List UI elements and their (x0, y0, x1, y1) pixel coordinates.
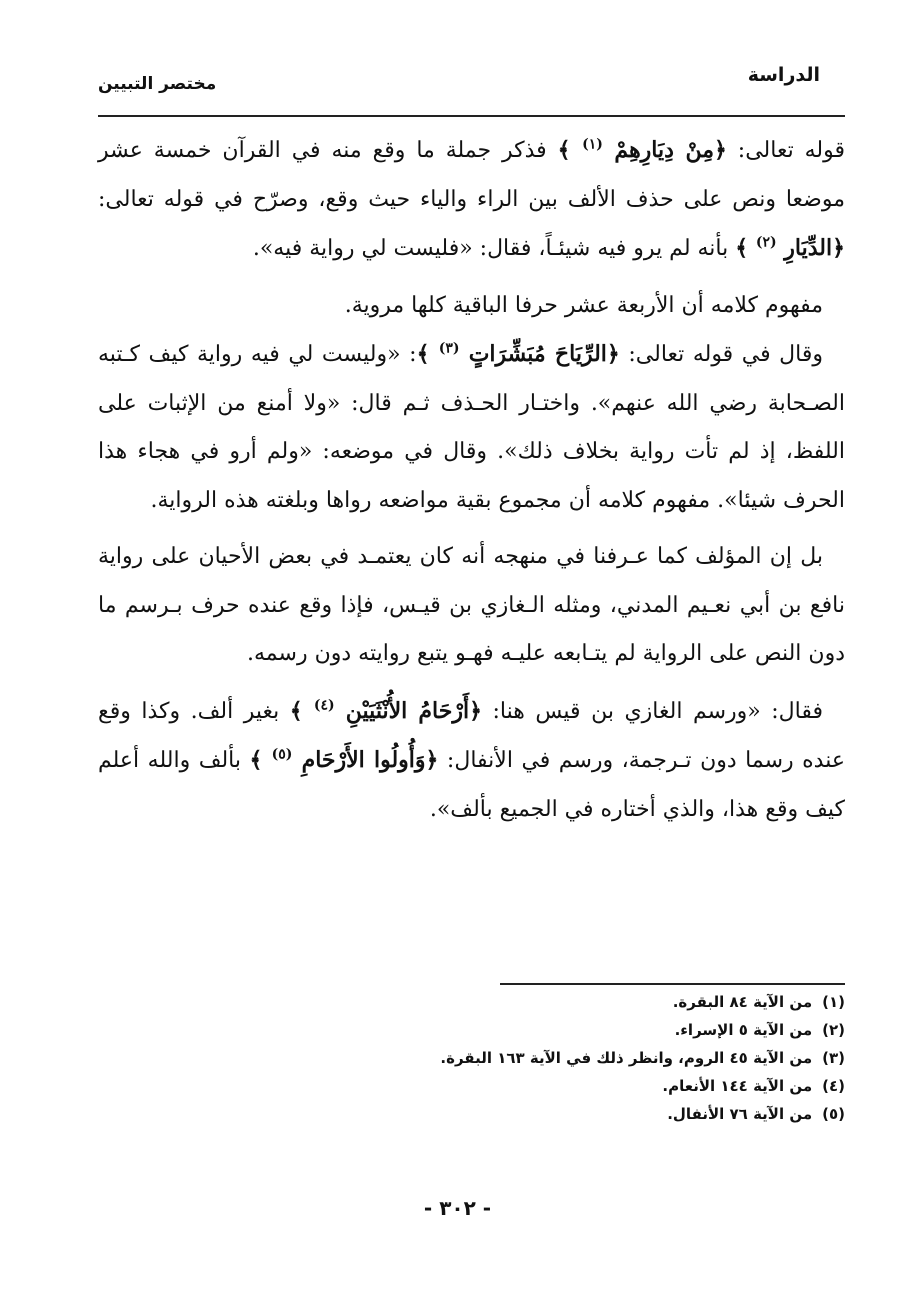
footnote-3-number: (٣) (822, 1049, 845, 1067)
footnote-ref-1[interactable]: (١) (582, 136, 603, 153)
footnote-2-text: من الآية ٥ الإسراء. (674, 1021, 813, 1039)
section-title: الدراسة (747, 64, 820, 86)
book-title: مختصر التبيين (98, 74, 217, 94)
quran-quote-3 (417, 341, 620, 367)
paragraph-2 (98, 282, 845, 331)
footnote-ref-2[interactable]: (٢) (755, 234, 777, 251)
quran-quote-5-text: ﴿وَأُولُوا الأَرْحَامِ (301, 747, 439, 773)
quran-quote-1-text: ﴿مِنْ دِيَارِهِمْ (614, 137, 727, 163)
paragraph-5-text-3: بألف والله أعلم كيف وقع هذا، والذي أختاره في الجميع بألف». (98, 748, 845, 822)
footnote-1 (285, 988, 845, 1016)
quran-quote-1 (558, 137, 727, 163)
paragraph-2-text: مفهوم كلامه أن الأربعة عشر حرفا الباقية كلها مروية. (344, 292, 823, 318)
footnote-3 (285, 1044, 845, 1072)
footnote-divider (500, 983, 845, 985)
footnote-4 (285, 1072, 845, 1100)
quran-quote-3-close: ﴾ (416, 341, 430, 367)
footnote-5-number: (٥) (822, 1105, 845, 1123)
footnotes (285, 988, 845, 1128)
paragraph-5-text-2: بغير ألف. وكذا وقع عنده رسما دون تـرجمة، ورسم في الأنفال: (98, 698, 845, 773)
footnote-1-text: من الآية ٨٤ البقرة. (672, 993, 813, 1011)
footnote-4-number: (٤) (822, 1077, 845, 1095)
quran-quote-1-close: ﴾ (557, 137, 571, 163)
quran-quote-2 (735, 235, 845, 261)
quran-quote-2-close: ﴾ (735, 235, 749, 261)
footnote-4-text: من الآية ١٤٤ الأنعام. (662, 1077, 813, 1095)
paragraph-1-text-1: قوله تعالى: (726, 138, 845, 163)
paragraph-5 (98, 687, 845, 835)
paragraph-1-text-2: فذكر جملة ما وقع منه في القرآن خمسة عشر موضعا ونص على حذف الألف بين الراء والياء حيث وقع، وصرّح في قوله تعالى: (98, 138, 845, 212)
quran-quote-3-text: ﴿الرِّيَاحَ مُبَشِّرَاتٍ (468, 341, 620, 367)
footnote-2 (285, 1016, 845, 1044)
header-divider (98, 115, 845, 117)
paragraph-3 (98, 330, 845, 525)
main-text (98, 126, 845, 834)
footnote-5-text: من الآية ٧٦ الأنفال. (667, 1105, 813, 1123)
quran-quote-4-close: ﴾ (289, 697, 303, 724)
footnote-ref-3[interactable]: (٣) (438, 340, 460, 357)
quran-quote-2-text: ﴿الدِّيَارِ (784, 235, 845, 261)
page-header (98, 60, 820, 110)
footnote-5 (285, 1100, 845, 1128)
footnote-ref-5[interactable]: (٥) (271, 746, 293, 763)
paragraph-3-text-2: : «وليست لي فيه رواية كيف كـتبه الصـحابة رضي الله عنهم». واختـار الحـذف ثـم قال: «ولا أمنع من الإثبات على اللفظ، إذ لم تأت رواية بخلاف ذلك». وقال في موضعه: «ولم أرو في هجاء هذا الحرف شيئا». مفهوم كلامه أن مجموع بقية مواضعه رواها وبلغته هذه الرواية. (98, 342, 845, 513)
paragraph-4-text: بل إن المؤلف كما عـرفنا في منهجه أنه كان يعتمـد في بعض الأحيان على رواية نافع بن أبي نعـيم المدني، ومثله الـغازي بن قيـس، فإذا وقع عنده حرف بـرسم ما دون النص على الرواية لم يتـابعه عليـه فهـو يتبع روايته دون رسمه. (98, 544, 845, 666)
quran-quote-4-text: ﴿أَرْحَامُ الأُنْثَيَيْنِ (345, 697, 482, 724)
quran-quote-5 (250, 747, 439, 773)
quran-quote-4 (290, 698, 482, 724)
paragraph-3-text-1: وقال في قوله تعالى: (619, 342, 823, 367)
quran-quote-5-close: ﴾ (249, 747, 263, 773)
paragraph-1-text-3: بأنه لم يرو فيه شيئـاً، فقال: «فليست لي رواية فيه». (252, 236, 736, 261)
paragraph-1 (98, 126, 845, 274)
page-number: - ٣٠٢ - (423, 1196, 492, 1220)
footnote-1-number: (١) (822, 993, 845, 1011)
footnote-ref-4[interactable]: (٤) (313, 697, 335, 714)
footnote-3-text: من الآية ٤٥ الروم، وانظر ذلك في الآية ١٦٣ البقرة. (440, 1049, 813, 1067)
paragraph-5-text-1: فقال: «ورسم الغازي بن قيس هنا: (481, 698, 823, 724)
footnote-2-number: (٢) (822, 1021, 845, 1039)
paragraph-4 (98, 533, 845, 679)
